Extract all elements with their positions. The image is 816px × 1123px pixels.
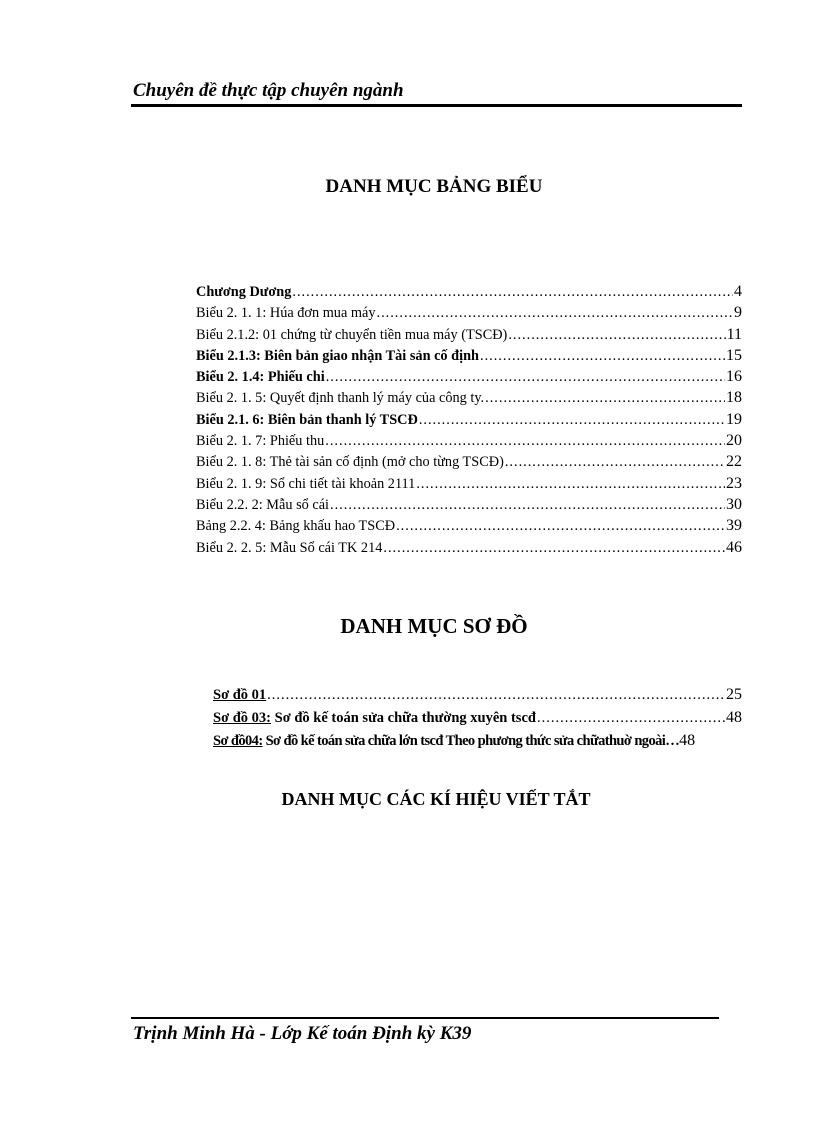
tables-list — [196, 283, 742, 560]
toc-entry-page: 4 — [734, 283, 742, 300]
header-rule — [131, 104, 742, 107]
footer-text: Trịnh Minh Hà - Lớp Kế toán Định kỳ K39 — [133, 1023, 472, 1044]
toc-leader-dots — [330, 497, 725, 514]
toc-entry-label: Chương Dương — [196, 284, 292, 300]
toc-entry-label: Biểu 2.1.3: Biên bản giao nhận Tài sản cố định — [196, 347, 479, 364]
diagram-code: Sơ đồ 01 — [213, 687, 267, 703]
toc-entry-label: Biểu 2.2. 2: Mẫu sổ cái — [196, 496, 330, 513]
toc-leader-dots — [505, 454, 725, 471]
tables-section-title: DANH MỤC BẢNG BIỂU — [325, 176, 543, 197]
diagrams-section-title: DANH MỤC SƠ ĐỒ — [340, 614, 528, 638]
toc-entry-label: Biểu 2. 1. 8: Thẻ tài sản cố định (mở cho từng TSCĐ) — [196, 454, 504, 471]
toc-entry[interactable] — [196, 539, 742, 560]
toc-entry-label — [213, 710, 536, 727]
toc-entry-page: 23 — [726, 474, 742, 492]
toc-entry-label: Biểu 2. 2. 5: Mẫu Sổ cái TK 214 — [196, 539, 383, 556]
toc-entry-label: Biểu 2. 1. 7: Phiếu thu — [196, 433, 325, 450]
toc-entry[interactable] — [196, 304, 742, 325]
toc-entry[interactable] — [196, 453, 742, 474]
toc-entry-label: Bảng 2.2. 4: Bảng khấu hao TSCĐ — [196, 518, 396, 535]
toc-entry[interactable] — [196, 411, 742, 432]
footer-rule — [131, 1017, 719, 1019]
diagram-desc: Sơ đồ kế toán sửa chữa lớn tscđ Theo phương thức sửa chữathuờ ngoài… — [262, 733, 680, 749]
toc-entry-page: 15 — [726, 346, 742, 364]
toc-entry-page: 20 — [726, 432, 742, 450]
toc-leader-dots — [326, 369, 725, 386]
toc-entry-label — [213, 733, 679, 750]
toc-entry[interactable] — [196, 496, 742, 517]
toc-entry-page: 25 — [726, 686, 742, 703]
toc-entry[interactable] — [196, 389, 742, 410]
toc-entry[interactable] — [196, 368, 742, 389]
toc-entry-page: 48 — [726, 709, 742, 726]
toc-entry-page: 19 — [726, 410, 742, 428]
toc-entry-page: 39 — [726, 517, 742, 535]
toc-leader-dots — [377, 305, 734, 322]
toc-leader-dots — [480, 348, 725, 365]
toc-entry[interactable] — [196, 517, 742, 538]
toc-entry-page: 9 — [734, 304, 742, 322]
toc-entry-label: Biểu 2.1. 6: Biên bản thanh lý TSCĐ — [196, 411, 418, 428]
toc-leader-dots — [537, 710, 725, 727]
diagrams-list — [213, 686, 742, 755]
toc-leader-dots — [416, 476, 725, 493]
toc-entry-page: 16 — [726, 368, 742, 386]
toc-entry[interactable] — [196, 326, 742, 347]
toc-entry[interactable] — [213, 709, 742, 732]
toc-entry[interactable] — [196, 283, 742, 304]
toc-entry-page: 22 — [726, 453, 742, 471]
diagram-desc: Sơ đồ kế toán sửa chữa thường xuyên tscđ — [271, 710, 536, 726]
abbreviations-section-title: DANH MỤC CÁC KÍ HIỆU VIẾT TẮT — [281, 789, 591, 809]
toc-entry[interactable] — [196, 347, 742, 368]
toc-leader-dots — [419, 412, 725, 429]
toc-leader-dots — [396, 518, 725, 535]
toc-leader-dots — [267, 687, 725, 704]
toc-entry-label: Biểu 2. 1. 5: Quyết định thanh lý máy của công ty. — [196, 390, 485, 407]
diagram-code: Sơ đồ04: — [213, 733, 263, 749]
toc-entry[interactable] — [196, 432, 742, 453]
toc-leader-dots — [383, 540, 725, 557]
toc-entry[interactable] — [196, 475, 742, 496]
toc-leader-dots — [292, 284, 733, 301]
toc-entry-label — [213, 687, 266, 704]
toc-entry-page: 11 — [726, 325, 742, 343]
toc-entry-label: Biểu 2. 1.4: Phiếu chi — [196, 369, 325, 386]
header-title: Chuyên đề thực tập chuyên ngành — [133, 80, 404, 101]
toc-entry-page: 30 — [726, 495, 742, 513]
toc-entry[interactable] — [213, 686, 742, 709]
toc-leader-dots — [325, 433, 725, 450]
toc-entry-label: Biểu 2.1.2: 01 chứng từ chuyển tiền mua máy (TSCĐ) — [196, 326, 508, 343]
toc-entry-page: 46 — [726, 538, 742, 556]
toc-entry[interactable] — [213, 732, 742, 755]
diagram-code: Sơ đồ 03: — [213, 710, 271, 726]
toc-entry-page: 18 — [726, 389, 742, 407]
toc-leader-dots — [485, 390, 725, 407]
toc-entry-page: 48 — [679, 732, 696, 749]
toc-leader-dots — [508, 327, 725, 344]
toc-entry-label: Biểu 2. 1. 1: Húa đơn mua máy — [196, 305, 376, 322]
toc-entry-label: Biểu 2. 1. 9: Sổ chi tiết tài khoản 2111 — [196, 475, 416, 492]
